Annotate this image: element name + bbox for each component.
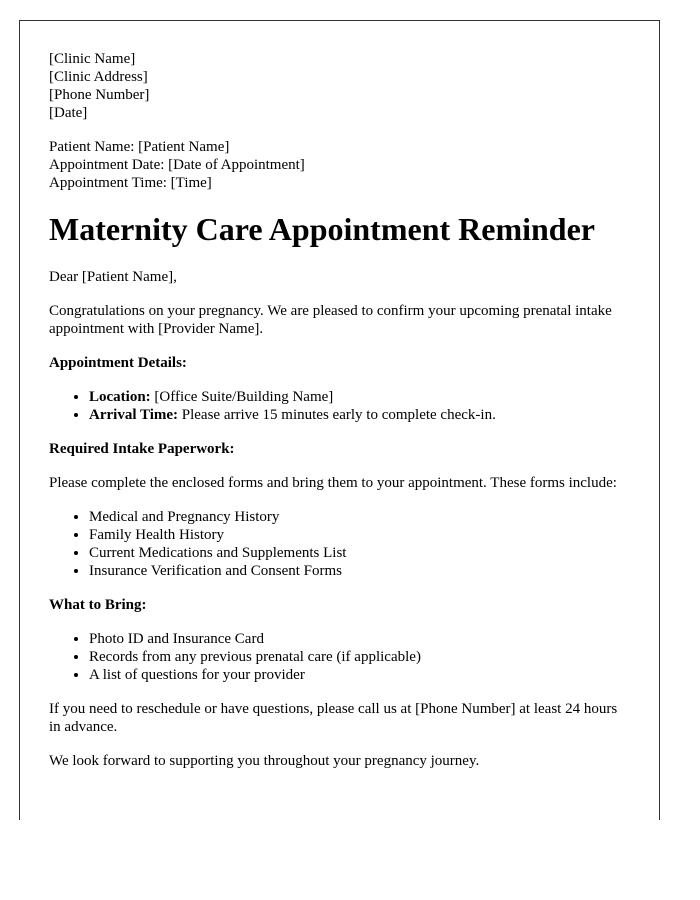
list-item: • A list of questions for your provider <box>89 666 630 684</box>
clinic-header <box>49 50 630 122</box>
patient-info <box>49 138 630 192</box>
letter-date: [Date] <box>49 105 88 121</box>
appointment-date: Appointment Date: [Date of Appointment] <box>49 157 305 173</box>
page-title: Maternity Care Appointment Reminder <box>49 211 595 247</box>
intro-paragraph: Congratulations on your pregnancy. We are pleased to confirm your upcoming prenatal intake appointment with [Provider Name]. <box>49 303 612 337</box>
appointment-time: Appointment Time: [Time] <box>49 175 212 191</box>
appointment-details-heading: Appointment Details: <box>49 355 187 371</box>
clinic-name: [Clinic Name] <box>49 51 136 67</box>
list-item: • Insurance Verification and Consent Forms <box>89 562 630 580</box>
letter-page <box>19 20 660 820</box>
paperwork-list <box>49 508 630 580</box>
location-value: [Office Suite/Building Name] <box>150 389 334 405</box>
what-to-bring-list <box>49 630 630 684</box>
greeting: Dear [Patient Name], <box>49 269 177 285</box>
list-item: • Records from any previous prenatal care (if applicable) <box>89 648 630 666</box>
list-item: • Medical and Pregnancy History <box>89 508 630 526</box>
closing-line: We look forward to supporting you throughout your pregnancy journey. <box>49 753 480 769</box>
appointment-details-list <box>49 388 630 424</box>
paperwork-heading: Required Intake Paperwork: <box>49 441 235 457</box>
arrival-time-label: Arrival Time: <box>89 407 179 423</box>
location-label: Location: <box>89 389 151 405</box>
clinic-address: [Clinic Address] <box>49 69 148 85</box>
letter-content <box>20 21 659 770</box>
list-item: • Current Medications and Supplements List <box>89 544 630 562</box>
list-item <box>89 388 630 406</box>
arrival-time-value: Please arrive 15 minutes early to complete check-in. <box>178 407 496 423</box>
patient-name: Patient Name: [Patient Name] <box>49 139 230 155</box>
paperwork-intro: Please complete the enclosed forms and bring them to your appointment. These forms include: <box>49 475 617 491</box>
list-item: • Photo ID and Insurance Card <box>89 630 630 648</box>
what-to-bring-heading: What to Bring: <box>49 597 147 613</box>
reschedule-note: If you need to reschedule or have questions, please call us at [Phone Number] at least 24 hours in advance. <box>49 701 618 735</box>
list-item <box>89 406 630 424</box>
clinic-phone: [Phone Number] <box>49 87 150 103</box>
list-item: • Family Health History <box>89 526 630 544</box>
